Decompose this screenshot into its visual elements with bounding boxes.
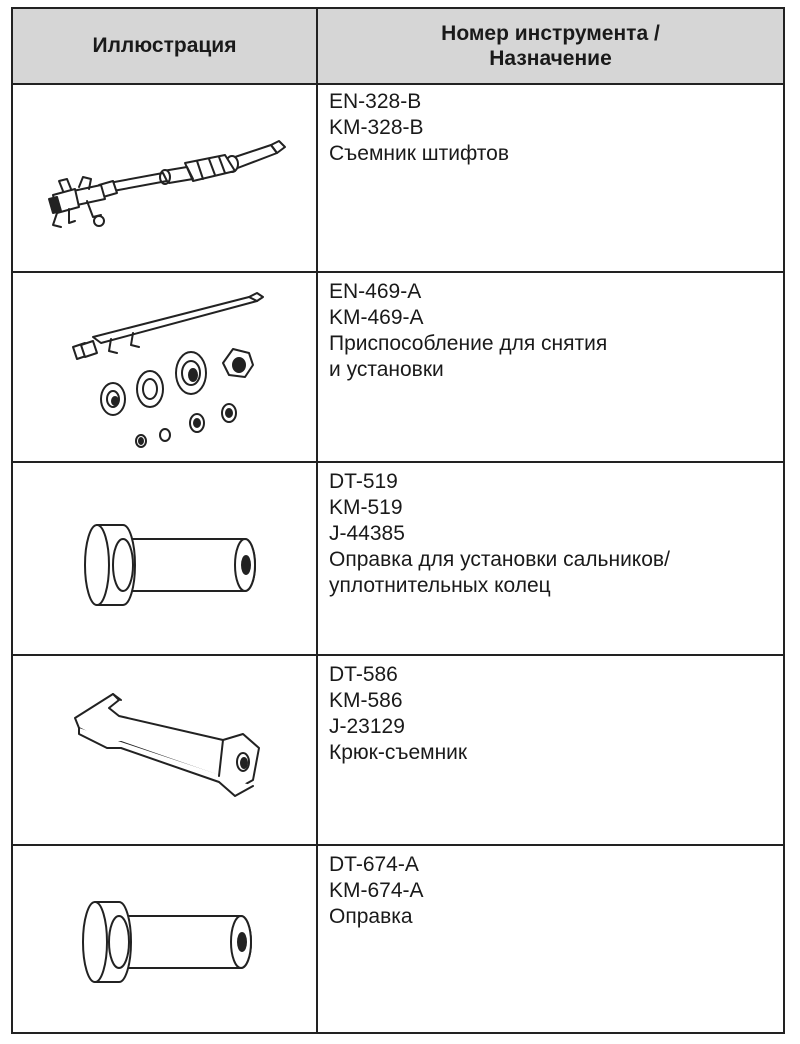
table-header [13, 9, 783, 85]
tool-line: EN-469-A [329, 280, 422, 303]
tool-line: KM-328-B [329, 116, 424, 139]
hook-puller-icon [13, 656, 316, 844]
header-illustration: Иллюстрация [92, 34, 237, 57]
mandrel-icon [13, 846, 316, 1032]
table-row [13, 846, 783, 1032]
tools-table [11, 7, 785, 1034]
tool-line: DT-586 [329, 663, 398, 686]
header-tool-number [318, 9, 783, 83]
tool-info [329, 279, 775, 383]
tool-info [329, 469, 775, 599]
seal-installer-icon [13, 463, 316, 654]
tool-info [329, 852, 775, 930]
table-row [13, 83, 783, 273]
tool-line: Оправка [329, 905, 413, 928]
pin-puller-icon [13, 83, 316, 271]
tool-line: J-44385 [329, 522, 405, 545]
tool-line: KM-674-A [329, 879, 424, 902]
table-row [13, 656, 783, 846]
tool-info [329, 662, 775, 766]
header-tool-number-line1: Номер инструмента / [441, 22, 660, 45]
tool-line: DT-519 [329, 470, 398, 493]
table-row [13, 273, 783, 463]
tool-line: Съемник штифтов [329, 142, 509, 165]
tool-line: и установки [329, 358, 444, 381]
tool-info [329, 89, 775, 167]
installer-kit-icon [13, 273, 316, 461]
tool-line: Оправка для установки сальников/ [329, 548, 670, 571]
header-tool-number-line2: Назначение [489, 47, 612, 70]
tool-line: KM-586 [329, 689, 403, 712]
tool-line: KM-519 [329, 496, 403, 519]
tool-line: J-23129 [329, 715, 405, 738]
table-row [13, 463, 783, 656]
tool-line: DT-674-A [329, 853, 419, 876]
tool-line: уплотнительных колец [329, 574, 551, 597]
tool-line: KM-469-A [329, 306, 424, 329]
tool-line: EN-328-B [329, 90, 422, 113]
tool-line: Крюк-съемник [329, 741, 468, 764]
tool-line: Приспособление для снятия [329, 332, 608, 355]
